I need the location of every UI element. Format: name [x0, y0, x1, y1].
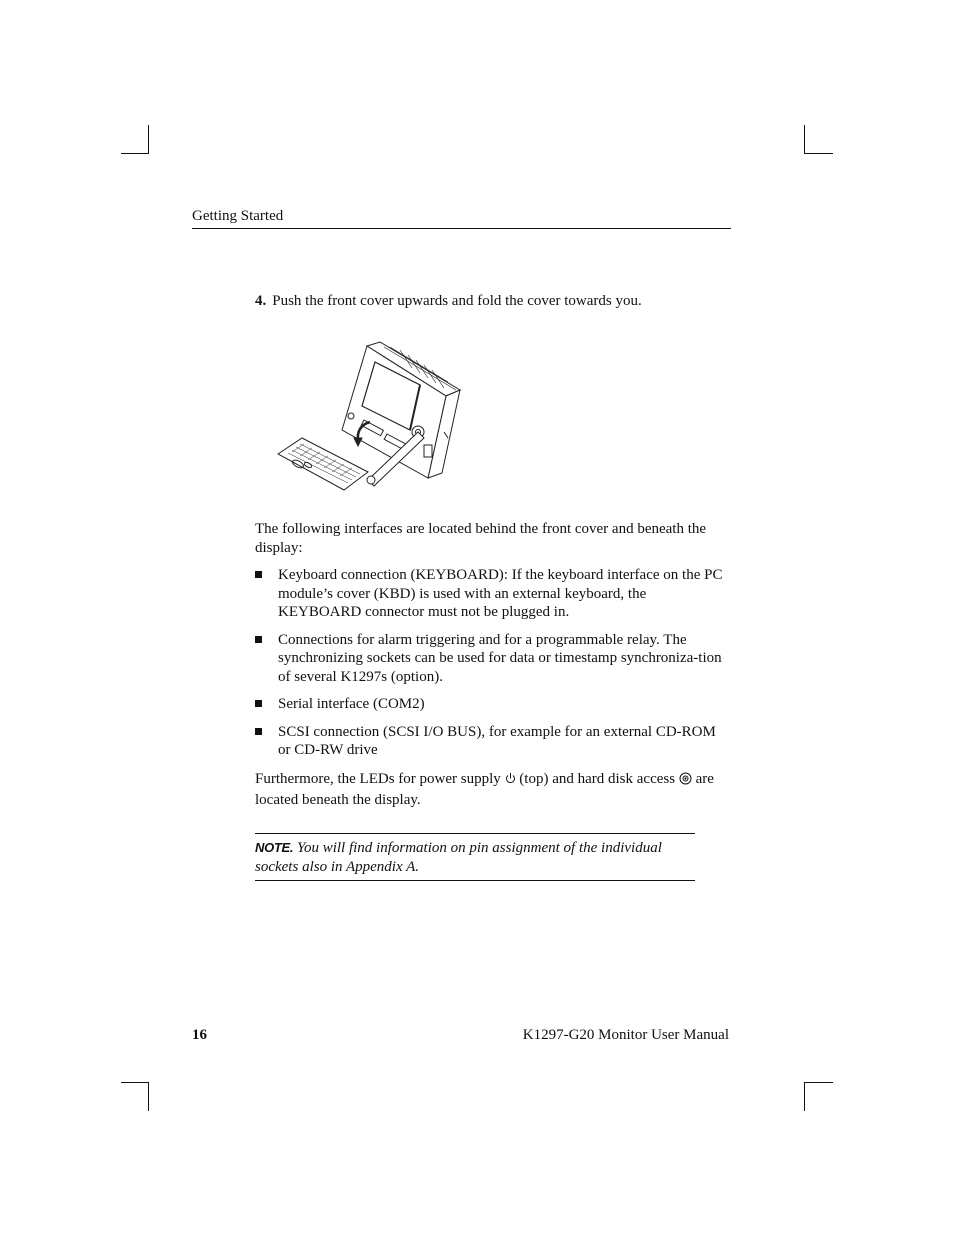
- list-item-text: Keyboard connection (KEYBOARD): If the keyboard interface on the PC module’s cover (KBD) is used with an external keyboard, the KEYBOARD connector must not be plugged in.: [278, 567, 723, 620]
- power-icon: [505, 772, 516, 791]
- step-number: 4.: [255, 293, 267, 309]
- hard-disk-icon: [679, 772, 692, 791]
- list-item-text: Serial interface (COM2): [278, 696, 425, 712]
- square-bullet-icon: [255, 700, 262, 707]
- running-head: Getting Started: [192, 208, 284, 224]
- leds-text-part1: Furthermore, the LEDs for power supply: [255, 771, 501, 787]
- square-bullet-icon: [255, 571, 262, 578]
- list-item-text: Connections for alarm triggering and for a programmable relay. The synchronizing sockets can be used for data or timestamp synchroniza-tion of several K1297s (option).: [278, 631, 722, 685]
- note-label: NOTE.: [255, 840, 294, 855]
- square-bullet-icon: [255, 728, 262, 735]
- crop-mark-bottom-right-horizontal: [804, 1082, 833, 1083]
- note-text: You will find information on pin assignment of the individual sockets also in Appendix A.: [255, 840, 662, 875]
- interface-list: [255, 566, 731, 769]
- monitor-with-folding-keyboard-illustration: [272, 338, 472, 498]
- crop-mark-bottom-left-vertical: [148, 1082, 149, 1111]
- crop-mark-bottom-left-horizontal: [121, 1082, 149, 1083]
- list-item: [255, 631, 731, 687]
- header-rule: [192, 228, 731, 229]
- list-item: [255, 723, 731, 760]
- footer-title: K1297-G20 Monitor User Manual: [522, 1027, 729, 1043]
- crop-mark-top-left-horizontal: [121, 153, 149, 154]
- leds-text-part2: (top) and hard disk access: [519, 771, 676, 787]
- crop-mark-top-right-horizontal: [804, 153, 833, 154]
- crop-mark-bottom-right-vertical: [804, 1082, 805, 1111]
- step-item: [255, 292, 735, 311]
- step-text: Push the front cover upwards and fold the cover towards you.: [272, 293, 642, 309]
- page-number: 16: [192, 1027, 207, 1043]
- list-item-text: SCSI connection (SCSI I/O BUS), for example for an external CD-ROM or CD-RW drive: [278, 723, 716, 758]
- crop-mark-top-left-vertical: [148, 125, 149, 154]
- crop-mark-top-right-vertical: [804, 125, 805, 154]
- leds-text-part3: are located beneath the display.: [255, 771, 714, 808]
- leds-paragraph: [255, 770, 731, 809]
- square-bullet-icon: [255, 636, 262, 643]
- intro-paragraph: The following interfaces are located behind the front cover and beneath the display:: [255, 521, 707, 556]
- note-box: [255, 833, 695, 881]
- list-item: [255, 566, 731, 622]
- list-item: [255, 695, 731, 714]
